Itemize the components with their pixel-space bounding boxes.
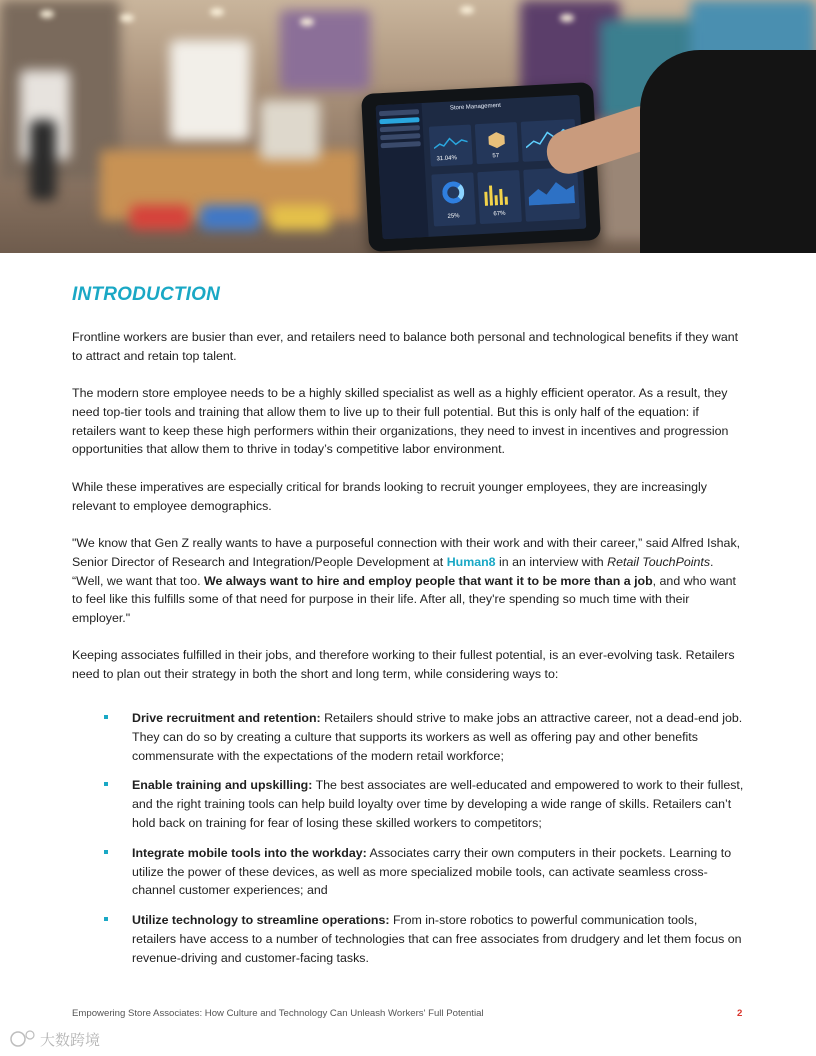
svg-text:大数跨境: 大数跨境 [40, 1031, 101, 1049]
stat-value: 67% [493, 210, 506, 218]
stat-value: 25% [447, 213, 460, 220]
dashboard-title: Store Management [449, 102, 502, 112]
list-item [104, 709, 744, 765]
paragraph-intro: Frontline workers are busier than ever, and retailers need to balance both personal and technological benefits if they want to attract and retain top talent. [72, 330, 739, 363]
box-icon [487, 131, 506, 150]
list-item-text: From in-store robotics to powerful communication tools, retailers have access to a number of technologies that can free associates from drudgery and let them focus on revenue-driving and customer-facing tasks. [132, 913, 742, 965]
list-item [104, 776, 744, 832]
list-item [104, 911, 744, 967]
stat-value: 31.04% [436, 155, 458, 163]
quote-text: in an interview with [495, 554, 608, 569]
page-number: 2 [737, 1008, 743, 1019]
watermark-logo [8, 1027, 108, 1051]
sleeve [640, 50, 816, 253]
hero-image [0, 0, 816, 253]
bullet-icon [104, 850, 108, 854]
area-chart-icon [528, 179, 575, 205]
list-item-title: Integrate mobile tools into the workday: [132, 845, 367, 860]
stat-value: 57 [492, 153, 500, 160]
company-link[interactable]: Human8 [446, 554, 496, 569]
list-item [104, 844, 744, 900]
quote-text: . “Well, we want that too. [72, 554, 714, 588]
section-heading: INTRODUCTION [72, 284, 221, 305]
bullet-icon [104, 715, 108, 719]
sparkline-chart-icon [433, 135, 468, 151]
list-item-text: Associates carry their own computers in their pockets. Learning to utilize the power of these devices, as well as more specialized mobile tools, can activate seamless cross-channel customer experiences; and [132, 845, 732, 898]
paragraph-imperatives: While these imperatives are especially critical for brands looking to recruit younger employees, they are increasingly relevant to employee demographics. [72, 480, 707, 513]
publication-name: Retail TouchPoints [607, 554, 711, 569]
quote-text: , and who want to feel like this fulfills some of that need for purpose in their life. After all, they're spending so much time with their employer." [72, 573, 737, 626]
bar-chart-icon [484, 182, 515, 206]
list-item-title: Drive recruitment and retention: [132, 711, 321, 725]
list-item-title: Utilize technology to streamline operations: [132, 913, 390, 928]
dashboard-sidebar [376, 103, 429, 239]
quote-emphasis: We always want to hire and employ people that want it to be more than a job [204, 573, 653, 588]
list-item-text: Retailers should strive to make jobs an attractive career, not a dead-end job. They can do so by creating a culture that supports its workers as well as offering pay and other benefits commensurate with the expectations of the modern retail workforce; [132, 711, 743, 763]
bullet-icon [104, 782, 108, 786]
footer-title: Empowering Store Associates: How Culture and Technology Can Unleash Workers' Full Potential [72, 1008, 484, 1019]
quote-text: "We know that Gen Z really wants to have a purposeful connection with their work and with their career,” said Alfred Ishak, Senior Director of Research and Integration/People Development at [72, 536, 741, 569]
list-item-text: The best associates are well-educated and empowered to work to their fullest, and the right training tools can help build loyalty over time by developing a wide range of skills. Retailers can’t hold back on training for fear of losing these skilled workers to competitors; [132, 778, 744, 830]
paragraph-modern-employee: The modern store employee needs to be a highly skilled specialist as well as a highly efficient operator. As a result, they need top-tier tools and training that allow them to live up to their full potential. But this is only half of the equation: if retailers want to keep these high performers within their organizations, they need to invest in incentives and progression opportunities that allow them to thrive in today’s competitive labor environment. [72, 386, 729, 457]
bullet-list [104, 709, 744, 968]
bullet-icon [104, 917, 108, 921]
list-item-title: Enable training and upskilling: [132, 778, 313, 793]
paragraph-strategy: Keeping associates fulfilled in their jobs, and therefore working to their fullest potential, is an ever-evolving task. Retailers need to plan out their strategy in both the short and long term, while considering ways to: [72, 648, 735, 681]
paragraph-quote [72, 534, 744, 628]
